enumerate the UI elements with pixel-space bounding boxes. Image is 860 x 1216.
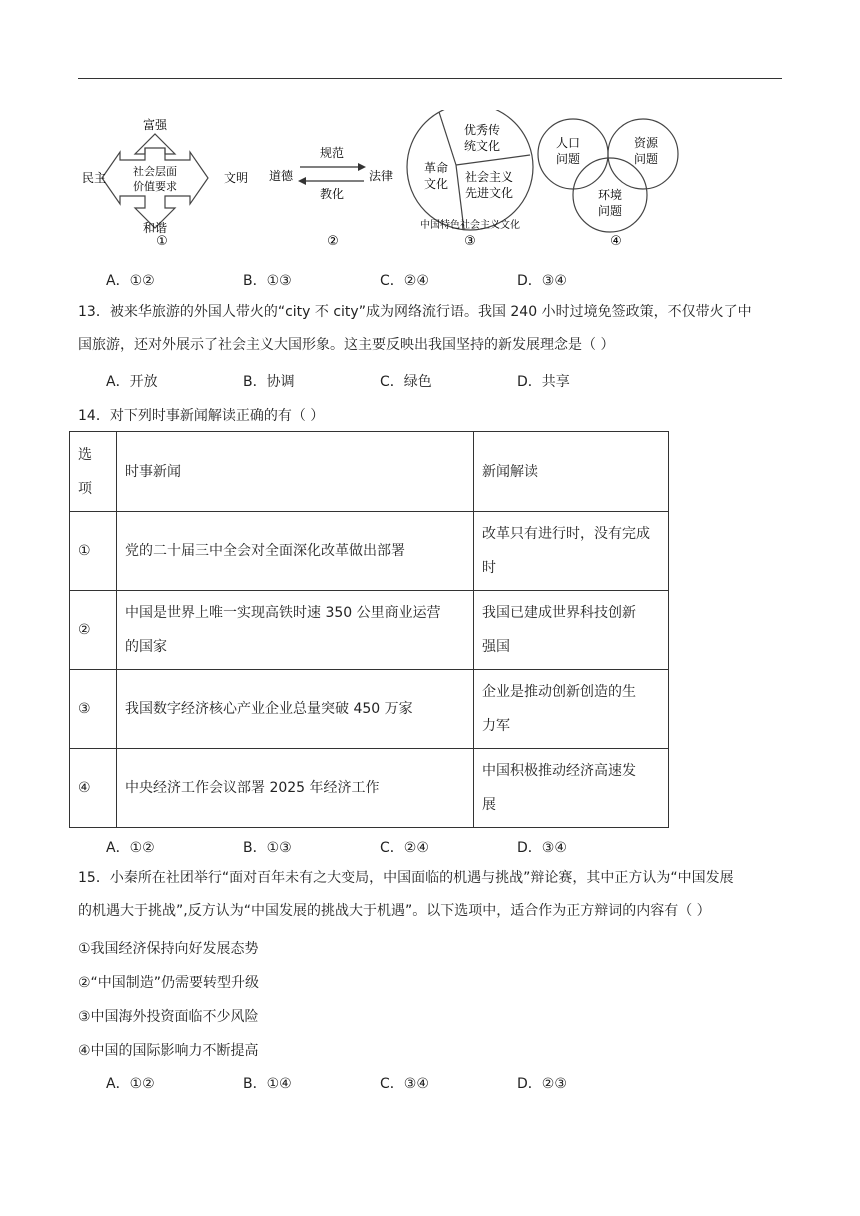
fig2-bottom: 教化	[319, 187, 345, 201]
q12-option-a: A．①②	[106, 273, 155, 289]
fig1-center-2: 价值要求	[133, 180, 177, 193]
figure-2-arrow-diagram	[269, 145, 393, 249]
q14-options	[106, 837, 654, 857]
fig4-c3-1: 环境	[597, 188, 623, 202]
row-news: 党的二十届三中全会对全面深化改革做出部署	[117, 512, 474, 591]
header-reading-cell: 新闻解读	[474, 432, 669, 512]
news-table	[69, 431, 669, 828]
q14-option-d: D．③④	[517, 840, 567, 856]
q12-option-b: B．①③	[243, 273, 292, 289]
q15-option-c: C．③④	[380, 1076, 429, 1092]
fig1-left: 民主	[81, 171, 107, 185]
q15-option-d: D．②③	[517, 1076, 567, 1092]
fig1-bottom: 和谐	[142, 221, 168, 235]
fig1-top: 富强	[142, 118, 168, 132]
q13-option-b: B．协调	[243, 374, 295, 390]
fig4-c2-1: 资源	[633, 136, 659, 150]
q13-stem	[78, 296, 788, 362]
q15-item: ②“中国制造”仍需要转型升级	[78, 975, 260, 991]
q13-option-d: D．共享	[517, 374, 570, 390]
q13-option-a: A．开放	[106, 374, 158, 390]
table-row	[70, 512, 669, 591]
fig3-p3-2: 先进文化	[464, 186, 514, 200]
q15-options	[106, 1073, 654, 1093]
fig3-label: 中国特色社会主义文化	[420, 220, 520, 231]
fig1-center-1: 社会层面	[133, 165, 177, 178]
row-news: 中央经济工作会议部署 2025 年经济工作	[117, 749, 474, 828]
header-rule	[78, 78, 782, 79]
q13-options	[106, 371, 654, 391]
fig4-c2-2: 问题	[633, 152, 659, 166]
fig1-right: 文明	[223, 171, 249, 185]
fig3-p2-1: 革命	[423, 161, 449, 175]
table-row	[70, 670, 669, 749]
row-number: ①	[70, 512, 117, 591]
fig4-c1-2: 问题	[555, 152, 581, 166]
q12-options	[106, 270, 654, 290]
row-reading: 我国已建成世界科技创新 强国	[474, 591, 669, 670]
header-option-cell: 选 项	[70, 432, 117, 512]
fig4-c1-1: 人口	[555, 136, 581, 150]
q14-option-a: A．①②	[106, 840, 155, 856]
figures-row	[0, 110, 860, 260]
figure-1-arrow-diagram	[82, 117, 248, 249]
fig3-p3-1: 社会主义	[464, 170, 514, 184]
fig2-top: 规范	[319, 146, 345, 160]
fig3-p2-2: 文化	[423, 177, 449, 191]
q15-line-1: 15．小秦所在社团举行“面对百年未有之大变局，中国面临的机遇与挑战”辩论赛，其中正方认为“中国发展	[78, 870, 734, 886]
q13-line-2: 国旅游，还对外展示了社会主义大国形象。这主要反映出我国坚持的新发展理念是（ ）	[78, 337, 615, 353]
row-number: ③	[70, 670, 117, 749]
row-reading: 中国积极推动经济高速发 展	[474, 749, 669, 828]
row-number: ②	[70, 591, 117, 670]
fig2-right: 法律	[368, 169, 394, 183]
q12-option-c: C．②④	[380, 273, 429, 289]
table-row	[70, 749, 669, 828]
table-header-row	[70, 432, 669, 512]
q14-option-b: B．①③	[243, 840, 292, 856]
q13-line-1: 13．被来华旅游的外国人带火的“city 不 city”成为网络流行语。我国 240 小时过境免签政策，不仅带火了中	[78, 304, 752, 320]
row-number: ④	[70, 749, 117, 828]
q15-item: ③中国海外投资面临不少风险	[78, 1009, 259, 1025]
q12-option-d: D．③④	[517, 273, 567, 289]
fig4-c3-2: 问题	[597, 204, 623, 218]
fig3-caption: ③	[464, 234, 476, 249]
fig3-p1-1: 优秀传	[463, 123, 501, 137]
fig4-caption: ④	[610, 234, 622, 249]
q15-item: ④中国的国际影响力不断提高	[78, 1043, 259, 1059]
q15-line-2: 的机遇大于挑战”,反方认为“中国发展的挑战大于机遇”。以下选项中，适合作为正方辩词的内容有（ ）	[78, 903, 711, 919]
q15-stem	[78, 862, 788, 928]
q14-option-c: C．②④	[380, 840, 429, 856]
header-news-cell: 时事新闻	[117, 432, 474, 512]
table-row	[70, 591, 669, 670]
row-reading: 企业是推动创新创造的生 力军	[474, 670, 669, 749]
row-reading: 改革只有进行时，没有完成 时	[474, 512, 669, 591]
q13-option-c: C．绿色	[380, 374, 432, 390]
figure-3-pie-diagram	[407, 110, 533, 249]
q15-item: ①我国经济保持向好发展态势	[78, 941, 259, 957]
q15-option-a: A．①②	[106, 1076, 155, 1092]
q15-option-b: B．①④	[243, 1076, 292, 1092]
fig1-caption: ①	[156, 234, 168, 249]
fig2-caption: ②	[327, 234, 339, 249]
fig3-p1-2: 统文化	[463, 139, 501, 153]
q14-stem: 14．对下列时事新闻解读正确的有（ ）	[78, 408, 325, 424]
figure-4-venn-diagram	[538, 119, 678, 249]
row-news: 我国数字经济核心产业企业总量突破 450 万家	[117, 670, 474, 749]
fig2-left: 道德	[268, 169, 294, 183]
row-news: 中国是世界上唯一实现高铁时速 350 公里商业运营 的国家	[117, 591, 474, 670]
